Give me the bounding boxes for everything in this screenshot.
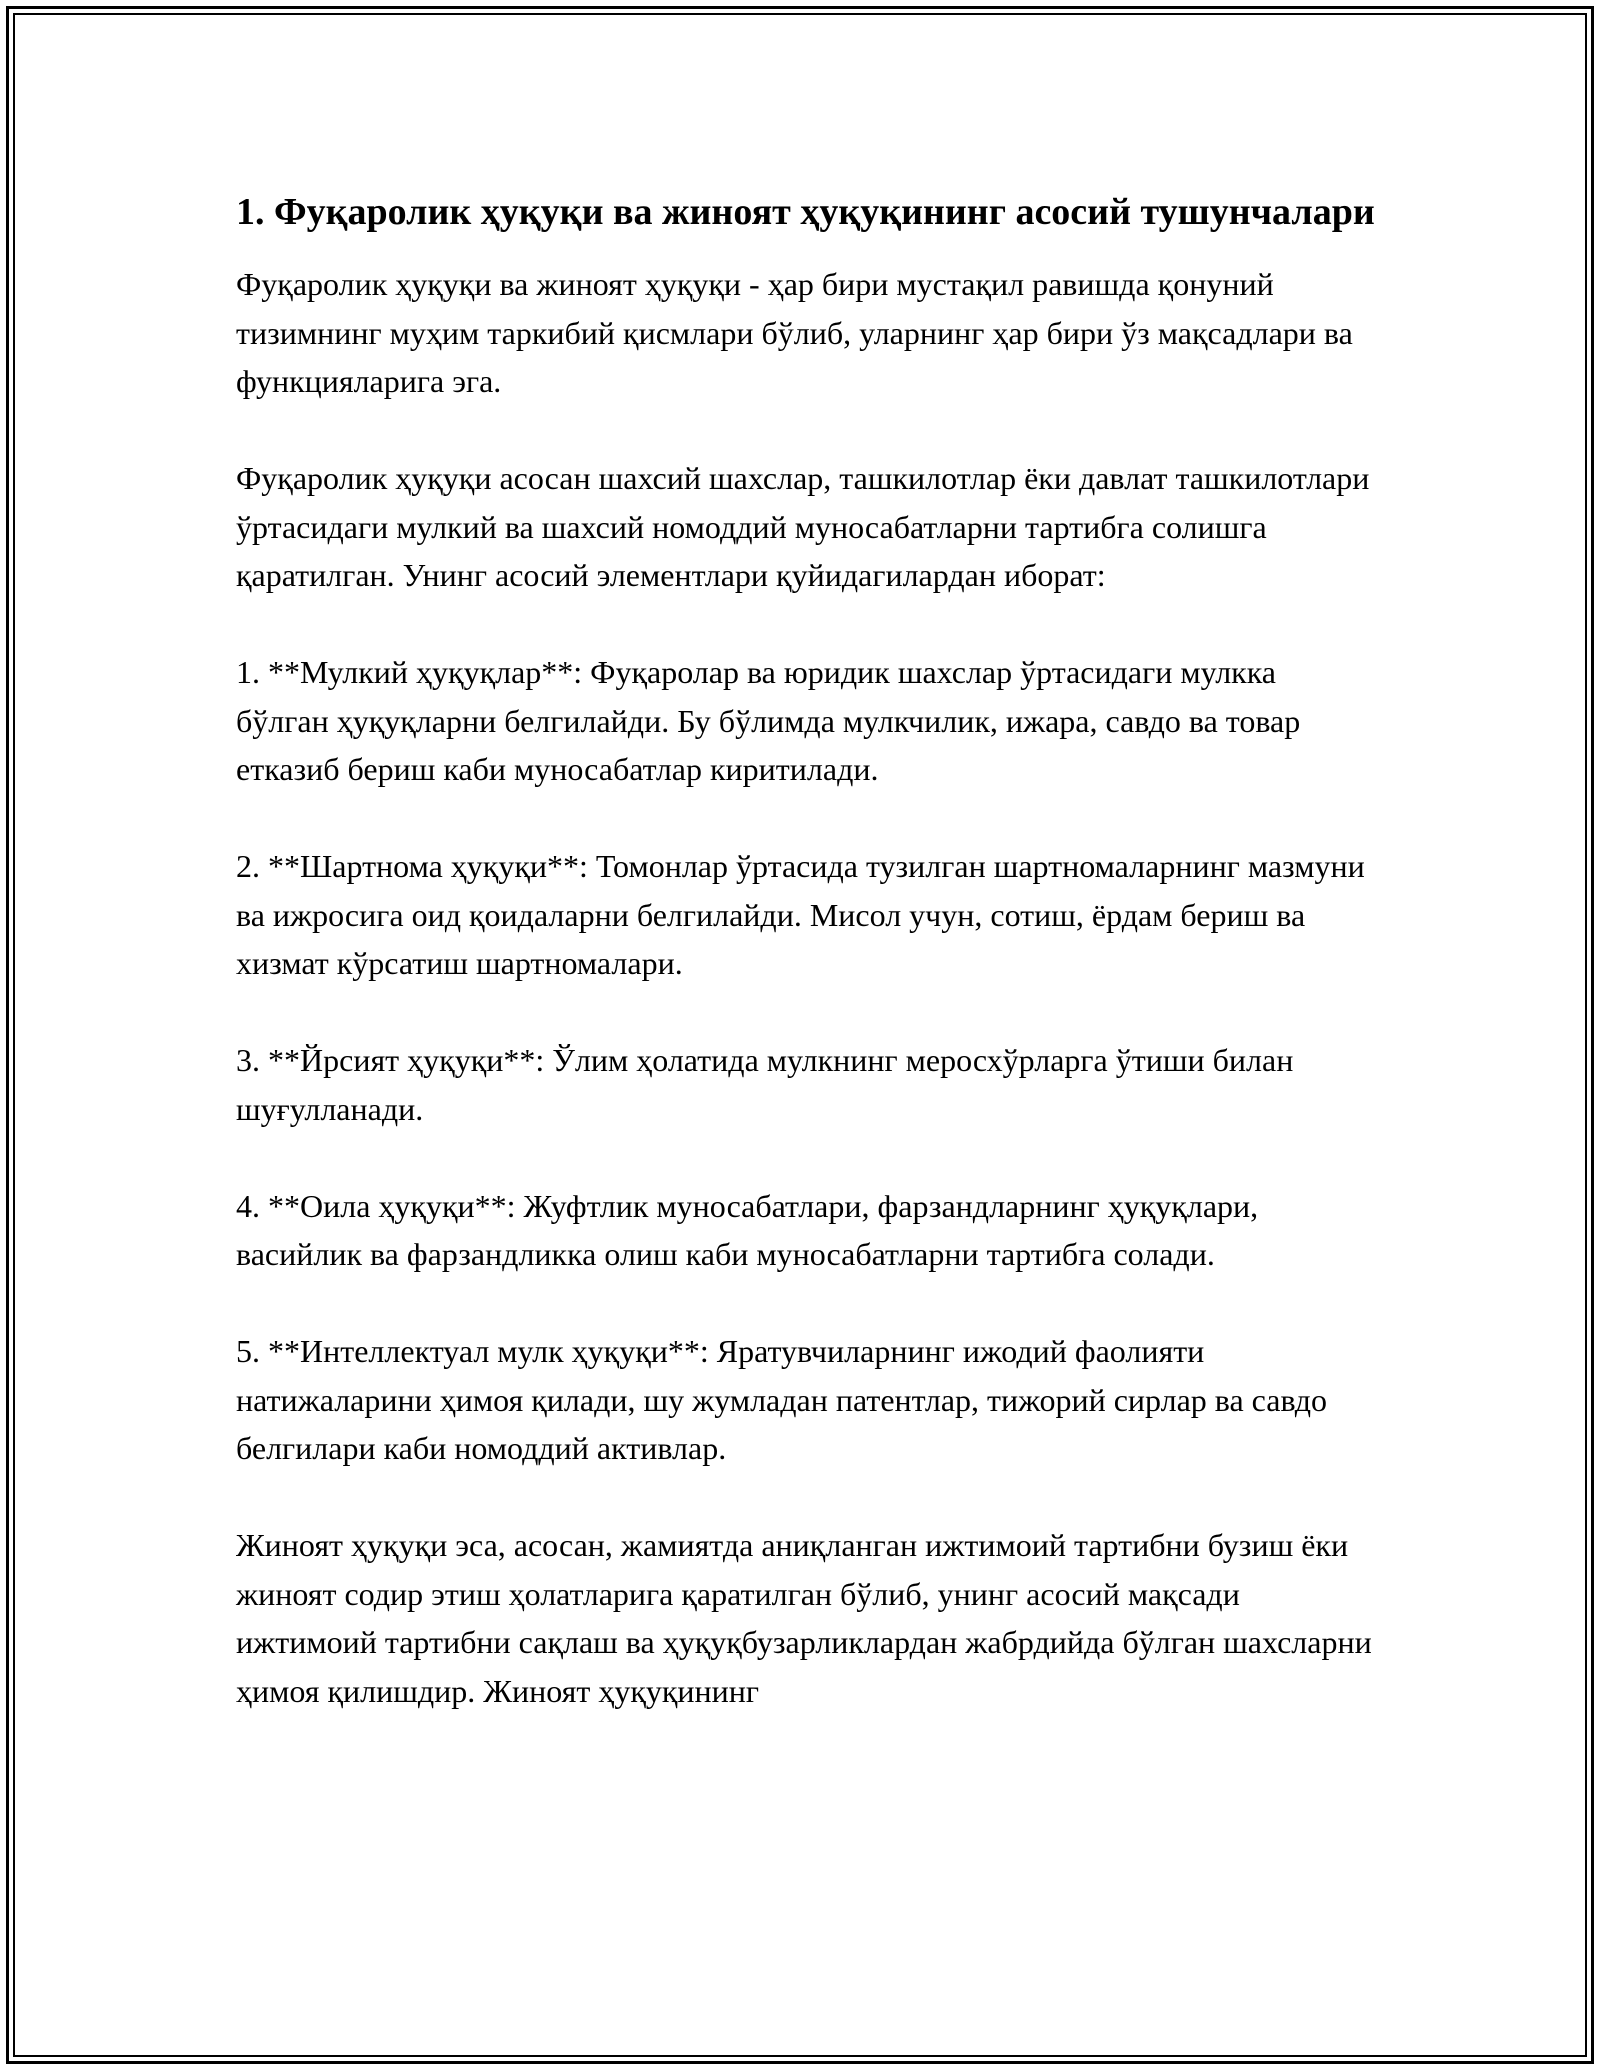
paragraph-civil-law: Фуқаролик ҳуқуқи асосан шахсий шахслар, ташкилотлар ёки давлат ташкилотлари ўртасидаги мулкий ва шахсий номоддий муносабатларни тартибга солишга қаратилган. Унинг асосий элементлари қуйидагилардан иборат: (236, 460, 1370, 593)
document-body (236, 184, 1376, 1764)
list-item-contract-law: 2. **Шартнома ҳуқуқи**: Томонлар ўртасида тузилган шартномаларнинг мазмуни ва ижросига оид қоидаларни белгилайди. Мисол учун, сотиш, ёрдам бериш ва хизмат кўрсатиш шартномалари. (236, 848, 1365, 981)
list-item-family-law: 4. **Оила ҳуқуқи**: Жуфтлик муносабатлари, фарзандларнинг ҳуқуқлари, васийлик ва фарзандликка олиш каби муносабатларни тартибга солади. (236, 1187, 1259, 1272)
paragraph-criminal-law: Жиноят ҳуқуқи эса, асосан, жамиятда аниқланган ижтимоий тартибни бузиш ёки жиноят содир этиш ҳолатларига қаратилган бўлиб, унинг асосий мақсади ижтимоий тартибни сақлаш ва ҳуқуқбузарликлардан жабрдийда бўлган шахсларни ҳимоя қилишдир. Жиноят ҳуқуқининг (236, 1527, 1372, 1709)
paragraph-intro: Фуқаролик ҳуқуқи ва жиноят ҳуқуқи - ҳар бири мустақил равишда қонуний тизимнинг муҳим таркибий қисмлари бўлиб, уларнинг ҳар бири ўз мақсадлари ва функцияларига эга. (236, 266, 1353, 399)
list-item-inheritance-law: 3. **Йрсият ҳуқуқи**: Ўлим ҳолатида мулкнинг меросхўрларга ўтиши билан шуғулланади. (236, 1042, 1294, 1127)
document-title: 1. Фуқаролик ҳуқуқи ва жиноят ҳуқуқининг асосий тушунчалари (236, 191, 1375, 233)
list-item-intellectual-property: 5. **Интеллектуал мулк ҳуқуқи**: Яратувчиларнинг ижодий фаолияти натижаларини ҳимоя қилади, шу жумладан патентлар, тижорий сирлар ва савдо белгилари каби номоддий активлар. (236, 1333, 1328, 1466)
list-item-property-rights: 1. **Мулкий ҳуқуқлар**: Фуқаролар ва юридик шахслар ўртасидаги мулкка бўлган ҳуқуқларни белгилайди. Бу бўлимда мулкчилик, ижара, савдо ва товар етказиб бериш каби муносабатлар киритилади. (236, 654, 1301, 787)
